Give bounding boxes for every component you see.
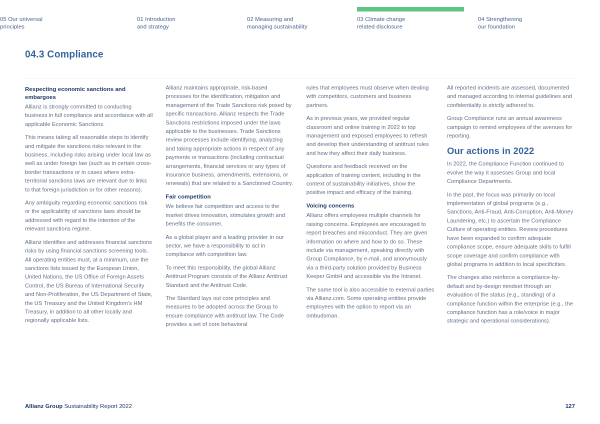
body-paragraph: Allianz offers employees multiple channels for raising concerns. Employees are encouraged to report breaches and misconduct. They are given information on where and how to do so. These include via management, speaking directly with Group Compliance, by e-mail, and anonymously via a third-party solution provided by Business Keeper GmbH and accessible via the Intranet. (306, 212, 428, 280)
page-title: 04.3 Compliance (25, 49, 104, 60)
body-paragraph: Allianz identifies and addresses financial sanctions risks by using financial sanctions screening tools. All operating entities must, at a minimum, use the sanctions lists issued by the European Union, United Nations, the US Office of Foreign Assets Control, the US Bureau of International Security and Non-Proliferation, the US Department of State, the US Treasury and the United Kingdom’s HM Treasury, in addition to all other locally and regionally applicable lists. (25, 239, 153, 324)
body-paragraph: This means taking all reasonable steps to identify and mitigate the sanctions risks relevant in the business, including risks arising under local law as well as under foreign law (such as in certain cross-border transactions or in cases where extra-territorial sanctions laws are relevant due to links to that foreign jurisdiction or for other reasons). (25, 134, 152, 193)
nav-item-05[interactable] (0, 16, 43, 31)
nav-item-label: our foundation (478, 24, 516, 31)
body-paragraph: We believe fair competition and access to the market drives innovation, stimulates growth and benefits the consumer. (165, 203, 285, 228)
subsection-heading: Voicing concerns (306, 202, 355, 209)
body-paragraph: In 2022, the Compliance Function continued to evolve the way it assesses Group and local Compliance Departments. (446, 161, 564, 185)
nav-item-label: and strategy (137, 24, 169, 31)
body-paragraph: All reported incidents are assessed, documented and managed according to internal guidelines and confidentiality is strictly adhered to. (446, 85, 572, 109)
nav-item-label: 04 Strengthening (478, 16, 523, 23)
nav-item-label: related disclosure (357, 24, 403, 31)
title-divider (25, 78, 575, 79)
section-title: Our actions in 2022 (446, 145, 535, 157)
subsection-heading: Respecting economic sanctions and embargoes (25, 86, 126, 101)
nav-item-label: 03 Climate change (357, 16, 406, 23)
top-nav (0, 0, 600, 40)
nav-item-label: principles (0, 24, 25, 31)
nav-item-04[interactable] (478, 16, 522, 31)
content-columns (25, 84, 575, 334)
text-column-4 (447, 84, 575, 334)
footer-report-label: Sustainability Report 2022 (62, 403, 132, 410)
nav-item-03[interactable] (357, 16, 405, 31)
nav-item-02[interactable] (247, 16, 307, 31)
text-column-3 (306, 84, 434, 334)
body-paragraph: To meet this responsibility, the global Allianz Antitrust Program consists of the Allianz Antitrust Standard and the Antitrust Code. (165, 264, 288, 289)
footer-brand: Allianz Group (25, 403, 63, 410)
footer-report-name (25, 403, 132, 410)
body-paragraph: rules that employees must observe when dealing with competitors, customers and business partners. (306, 85, 429, 109)
nav-item-label: 02 Measuring and (247, 16, 294, 23)
text-column-1 (25, 84, 153, 334)
body-paragraph: Allianz is strongly committed to conducting business in full compliance and accordance with all applicable Economic Sanctions. (25, 104, 153, 128)
body-paragraph: As in previous years, we provided regular classroom and online training in 2022 to top management and exposed employees to refresh and develop their understanding of antitrust rules and how they affect their daily business. (306, 115, 429, 157)
text-column-2 (166, 84, 294, 334)
active-section-bar (357, 7, 464, 12)
page-number: 127 (565, 403, 575, 410)
nav-item-label: managing sustainability (247, 24, 308, 31)
body-paragraph: The Standard lays out core principles and measures to be adopted across the Group to ensure compliance with antitrust law. The Code provides a set of core behavioral (165, 295, 284, 328)
body-paragraph: Questions and feedback received on the application of training content, including in the context of sustainability initiatives, show the positive impact and efficacy of the training. (306, 163, 421, 196)
body-paragraph: The changes also reinforce a compliance-by-default and by-design mindset through an evaluation of the status (e.g., standing) of a compliance function within the enterprise (e.g., the compliance function has a role/voice in major strategic and operational considerations). (446, 274, 573, 325)
nav-item-label: 01 Introduction (137, 16, 176, 23)
subsection-heading: Fair competition (165, 193, 211, 200)
body-paragraph: In the past, the focus was primarily on local implementation of global programs (e.g., Sanctions, Anti-Fraud, Anti-Corruption, Anti-Money Laundering, etc.) to ascertain the Compliance Culture of operating entities. Review procedures have been expanded to confirm adequate compliance scope, ensure adequate skills to fulfill scope coverage and confirm compliance with global programs in addition to local specificities. (446, 191, 574, 268)
nav-item-label: 05 Our universal (0, 16, 43, 23)
body-paragraph: The same tool is also accessible to external parties via Allianz.com. Some operating entities provide employees with the option to report via an ombudsman. (306, 286, 435, 319)
body-paragraph: As a global player and a leading provider in our sector, we have a responsibility to act in compliance with competition law. (165, 234, 284, 258)
body-paragraph: Group Compliance runs an annual awareness campaign to remind employees of the avenues for reporting. (446, 115, 573, 140)
body-paragraph: Allianz maintains appropriate, risk-based processes for the identification, mitigation and management of the Trade Sanctions risk posed by specific transactions. Allianz respects the Trade Sanctions restrictions imposed under the laws applicable to the businesses. Trade Sanctions review processes include identifying, analyzing and taking appropriate actions in respect of any payments or transactions (including contractual arrangements, financial services or any types of insurance business, amendments, extensions, or renewals) that are related to a Sanctioned Country. (165, 85, 294, 187)
body-paragraph: Any ambiguity regarding economic sanctions risk or the applicability of sanctions laws should be addressed with regard to the intention of the relevant sanctions regime. (25, 200, 148, 233)
page-footer (25, 403, 575, 410)
nav-item-01[interactable] (137, 16, 175, 31)
